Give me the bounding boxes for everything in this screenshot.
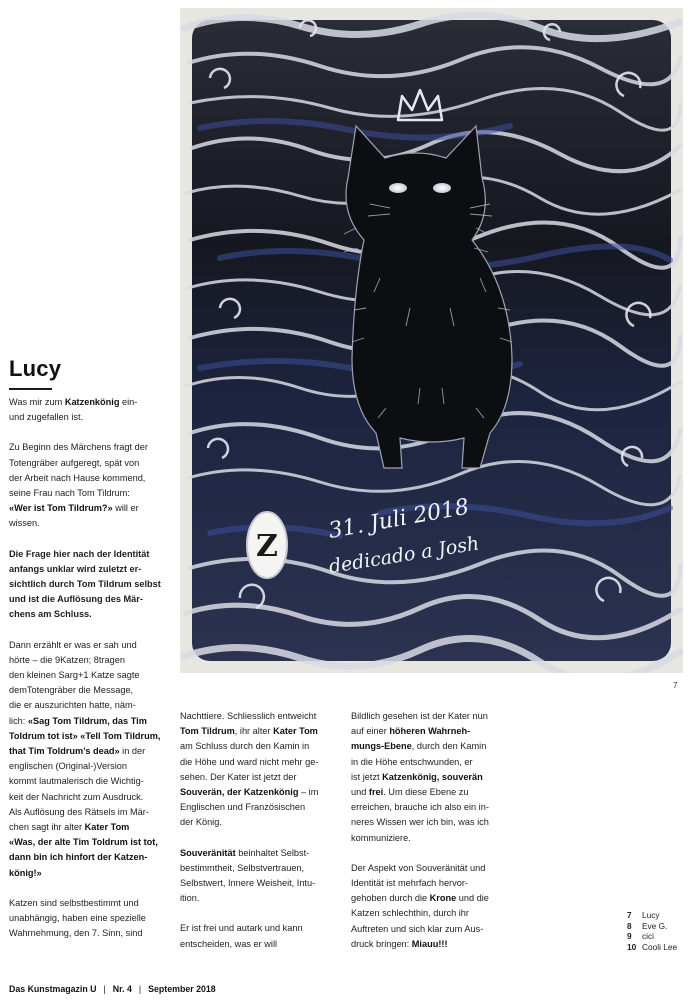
paragraph-3: Dann erzählt er was er sah und hörte – die 9Katzen; 8tragen den kleinen Sarg+1 Katze sagte demTotengräber die Message, die er auszurichten hatte, näm- lich: «Sag Tom Tildrum, das Tim Toldrum tot ist» «Tell Tom Tildrum, that Tim Toldrum’s dead» in der englischen (Original-)Version kommt lautmalerisch die Wichtig- keit der Nachricht zum Ausdruck. Als Auflösung des Rätsels im Mär- chen sagt ihr alter Kater Tom «Was, der alte Tim Toldrum ist tot, dann bin ich hinfort der Katzen- könig!» — [9, 639, 161, 878]
index-item: 9 cici — [627, 931, 654, 942]
artist-monogram — [247, 512, 287, 578]
intro-paragraph: Was mir zum Katzenkönig ein- und zugefallen ist. — [9, 397, 138, 423]
text-column-1 — [9, 395, 167, 957]
artist-index — [627, 910, 677, 952]
index-item: 8 Eve G. — [627, 920, 668, 931]
text-column-2 — [180, 709, 338, 967]
index-item: 7 Lucy — [627, 910, 660, 920]
c2-paragraph-3: Er ist frei und autark und kann entscheiden, was er will — [180, 923, 303, 949]
c3-paragraph-1: Bildlich gesehen ist der Kater nun auf einer höheren Wahrneh- mungs-Ebene, durch den Kamin in die Höhe entschwunden, er ist jetzt Katzenkönig, souverän und frei. Um diese Ebene zu erreichen, brauche ich also ein in- neres Wissen wer ich bin, was ich kommuniziere. — [351, 711, 489, 843]
title-underline — [9, 388, 52, 390]
c2-paragraph-2: Souveränität beinhaltet Selbst- bestimmtheit, Selbstvertrauen, Selbstwert, Innere Weisheit, Intu- ition. — [180, 847, 316, 904]
cat-king-painting — [180, 8, 683, 673]
text-column-3 — [351, 709, 509, 967]
artwork-inscription-date: 31. Juli 2018 — [326, 494, 471, 544]
page-footer: Das Kunstmagazin U | Nr. 4 | September 2018 — [9, 984, 216, 994]
artwork-inscription-dedication: dedicado a Josh — [327, 532, 481, 578]
figure-number: 7 — [673, 681, 678, 690]
c2-paragraph-1: Nachttiere. Schliesslich entweicht Tom Tildrum, ihr alter Kater Tom am Schluss durch den Kamin in die Höhe und ward nicht mehr ge- sehen. Der Kater ist jetzt der Souverän, der Katzenkönig – im Englischen und Französischen der König. — [180, 711, 319, 828]
c3-paragraph-2: Der Aspekt von Souveränität und Identität ist mehrfach hervor- gehoben durch die Krone und die Katzen schlechthin, durch ihr Auftreten und sich klar zum Aus- druck bringen: Miauu!!! — [351, 862, 489, 949]
footer-issue: Nr. 4 — [112, 984, 132, 994]
footer-date: September 2018 — [148, 984, 216, 994]
footer-magazine: Das Kunstmagazin U — [9, 984, 97, 994]
paragraph-4: Katzen sind selbstbestimmt und unabhängig, haben eine spezielle Wahrnehmung, den 7. Sinn, sind — [9, 897, 146, 939]
article-title: Lucy — [9, 356, 62, 381]
paragraph-2: Die Frage hier nach der Identität anfangs unklar wird zuletzt er- sichtlich durch Tom Tildrum selbst und ist die Auflösung des Mär- chens am Schluss. — [9, 548, 161, 620]
index-item: 10 Cooli Lee — [627, 941, 678, 952]
paragraph-1: Zu Beginn des Märchens fragt der Totengräber aufgeregt, spät von der Arbeit nach Hause kommend, seine Frau nach Tom Tildrum: «Wer ist Tom Tildrum?» will er wissen. — [9, 442, 148, 529]
svg-text:Z: Z — [256, 529, 278, 564]
